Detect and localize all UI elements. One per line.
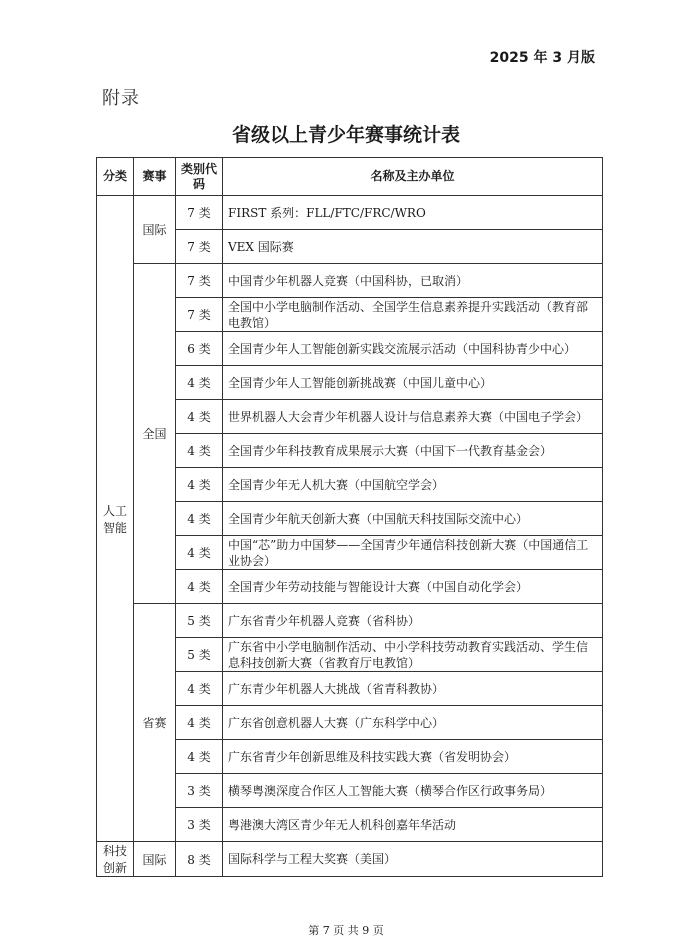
row-name: 中国“芯”助力中国梦——全国青少年通信科技创新大赛（中国通信工业协会） xyxy=(223,536,603,570)
row-name: 横琴粤澳深度合作区人工智能大赛（横琴合作区行政事务局） xyxy=(223,774,603,808)
row-name: 世界机器人大会青少年机器人设计与信息素养大赛（中国电子学会） xyxy=(223,400,603,434)
row-code: 7 类 xyxy=(176,196,223,230)
row-name: 全国青少年科技教育成果展示大赛（中国下一代教育基金会） xyxy=(223,434,603,468)
row-name: 粤港澳大湾区青少年无人机科创嘉年华活动 xyxy=(223,808,603,842)
row-name: 广东省青少年创新思维及科技实践大赛（省发明协会） xyxy=(223,740,603,774)
row-code: 3 类 xyxy=(176,774,223,808)
page-footer: 第 7 页 共 9 页 xyxy=(308,924,384,937)
level-international-2: 国际 xyxy=(134,842,176,877)
row-code: 7 类 xyxy=(176,298,223,332)
row-name: 全国青少年劳动技能与智能设计大赛（中国自动化学会） xyxy=(223,570,603,604)
row-code: 5 类 xyxy=(176,638,223,672)
row-code: 4 类 xyxy=(176,502,223,536)
row-name: VEX 国际赛 xyxy=(223,230,603,264)
row-code: 3 类 xyxy=(176,808,223,842)
row-code: 7 类 xyxy=(176,230,223,264)
appendix-label: 附录 xyxy=(102,88,140,109)
row-name: 国际科学与工程大奖赛（美国） xyxy=(223,842,603,877)
version-label: 2025 年 3 月版 xyxy=(489,50,595,66)
header-code: 类别代码 xyxy=(176,158,223,196)
row-code: 4 类 xyxy=(176,672,223,706)
category-tech: 科技创新 xyxy=(97,842,134,877)
level-provincial: 省赛 xyxy=(134,604,176,842)
level-international: 国际 xyxy=(134,196,176,264)
row-code: 6 类 xyxy=(176,332,223,366)
row-code: 4 类 xyxy=(176,740,223,774)
row-code: 4 类 xyxy=(176,400,223,434)
header-category: 分类 xyxy=(97,158,134,196)
row-code: 7 类 xyxy=(176,264,223,298)
row-name: 全国青少年人工智能创新实践交流展示活动（中国科协青少中心） xyxy=(223,332,603,366)
row-code: 4 类 xyxy=(176,434,223,468)
row-code: 5 类 xyxy=(176,604,223,638)
row-name: 广东省创意机器人大赛（广东科学中心） xyxy=(223,706,603,740)
row-name: 广东省中小学电脑制作活动、中小学科技劳动教育实践活动、学生信息科技创新大赛（省教育厅电教馆） xyxy=(223,638,603,672)
page-title: 省级以上青少年赛事统计表 xyxy=(231,124,460,146)
row-code: 4 类 xyxy=(176,536,223,570)
header-event: 赛事 xyxy=(134,158,176,196)
row-name: 全国青少年航天创新大赛（中国航天科技国际交流中心） xyxy=(223,502,603,536)
row-name: 广东青少年机器人大挑战（省青科教协） xyxy=(223,672,603,706)
row-name: FIRST 系列：FLL/FTC/FRC/WRO xyxy=(223,196,603,230)
row-code: 4 类 xyxy=(176,570,223,604)
row-name: 全国青少年人工智能创新挑战赛（中国儿童中心） xyxy=(223,366,603,400)
row-name: 全国青少年无人机大赛（中国航空学会） xyxy=(223,468,603,502)
row-name: 广东省青少年机器人竞赛（省科协） xyxy=(223,604,603,638)
row-code: 4 类 xyxy=(176,366,223,400)
row-code: 4 类 xyxy=(176,706,223,740)
row-name: 中国青少年机器人竞赛（中国科协，已取消） xyxy=(223,264,603,298)
category-ai: 人工智能 xyxy=(97,196,134,842)
level-national: 全国 xyxy=(134,264,176,604)
header-name: 名称及主办单位 xyxy=(223,158,603,196)
row-code: 4 类 xyxy=(176,468,223,502)
competition-table xyxy=(96,157,603,877)
row-name: 全国中小学电脑制作活动、全国学生信息素养提升实践活动（教育部电教馆） xyxy=(223,298,603,332)
row-code: 8 类 xyxy=(176,842,223,877)
